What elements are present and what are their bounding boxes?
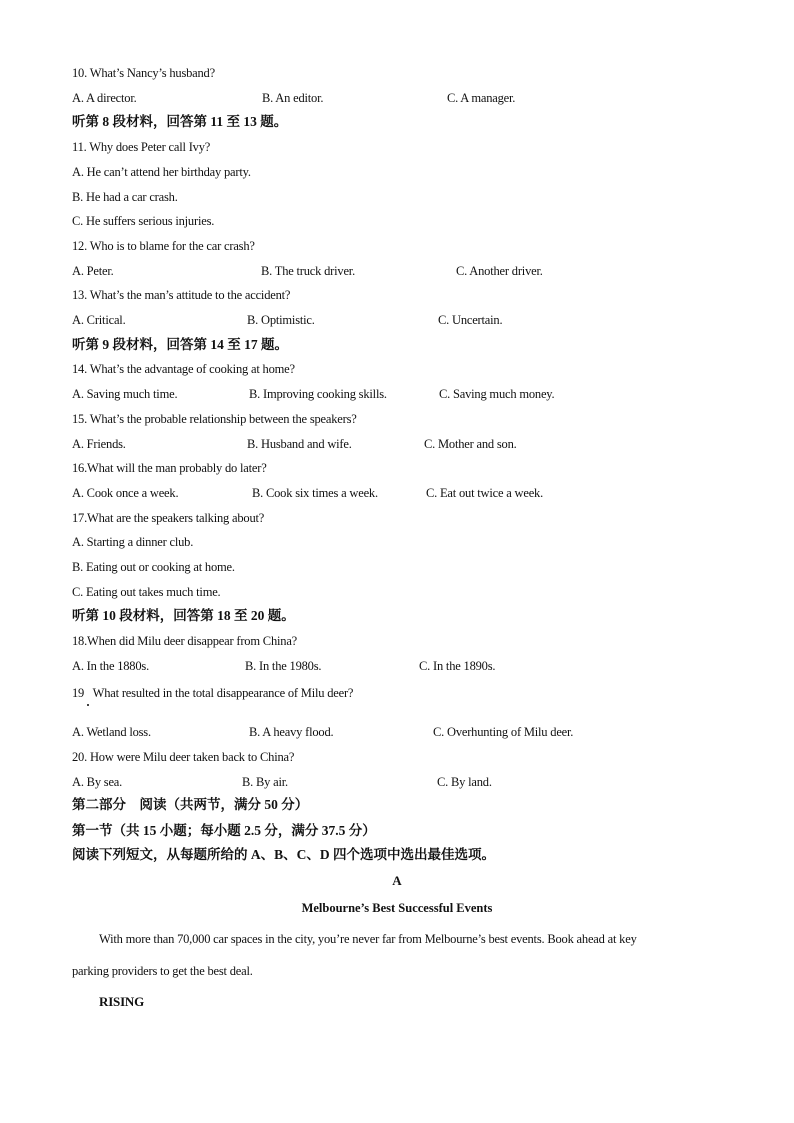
option-c: C. He suffers serious injuries. — [72, 214, 215, 228]
part-2-heading: 第二部分 阅读（共两节，满分 50 分） — [72, 797, 309, 812]
option-b: B. He had a car crash. — [72, 190, 178, 204]
question-11-stem: 11. Why does Peter call Ivy? — [72, 140, 211, 154]
option-a: A. Wetland loss. — [72, 725, 151, 739]
option-a: A. Cook once a week. — [72, 486, 179, 500]
option-b: B. Cook six times a week. — [252, 486, 378, 500]
passage-paragraph-line-2: parking providers to get the best deal. — [72, 964, 253, 978]
option-c: C. Saving much money. — [439, 387, 555, 401]
part-2-section-1-heading: 第一节（共 15 小题；每小题 2.5 分，满分 37.5 分） — [72, 823, 376, 838]
option-a: A. A director. — [72, 91, 137, 105]
option-c: C. Eat out twice a week. — [426, 486, 544, 500]
question-15-stem: 15. What’s the probable relationship between the speakers? — [72, 412, 357, 426]
passage-label: A — [392, 873, 402, 888]
option-c: C. By land. — [437, 775, 492, 789]
question-17-stem: 17.What are the speakers talking about? — [72, 511, 265, 525]
section-8-heading: 听第 8 段材料，回答第 11 至 13 题。 — [72, 114, 288, 129]
question-14-stem: 14. What’s the advantage of cooking at home? — [72, 362, 295, 376]
option-a: A. Peter. — [72, 264, 114, 278]
option-c: C. Mother and son. — [424, 437, 517, 451]
option-c: C. Another driver. — [456, 264, 543, 278]
option-b: B. The truck driver. — [261, 264, 356, 278]
question-10-stem: 10. What’s Nancy’s husband? — [72, 66, 215, 80]
passage-paragraph-line-1: With more than 70,000 car spaces in the city, you’re never far from Melbourne’s best events. Book ahead at key — [99, 932, 637, 946]
option-b: B. Eating out or cooking at home. — [72, 560, 235, 574]
reading-instruction: 阅读下列短文，从每题所给的 A、B、C、D 四个选项中选出最佳选项。 — [72, 847, 496, 862]
option-c: C. In the 1890s. — [419, 659, 496, 673]
option-a: A. Saving much time. — [72, 387, 178, 401]
option-a: A. By sea. — [72, 775, 123, 789]
option-c: C. Overhunting of Milu deer. — [433, 725, 574, 739]
option-b: B. Husband and wife. — [247, 437, 352, 451]
option-a: A. In the 1880s. — [72, 659, 150, 673]
option-b: B. In the 1980s. — [245, 659, 322, 673]
option-a: A. Friends. — [72, 437, 126, 451]
option-a: A. He can’t attend her birthday party. — [72, 165, 251, 179]
option-b: B. By air. — [242, 775, 288, 789]
passage-title: Melbourne’s Best Successful Events — [301, 901, 493, 915]
question-19-stem: 19 What resulted in the total disappearance of Milu deer? — [72, 686, 354, 700]
option-c: C. Eating out takes much time. — [72, 585, 221, 599]
question-16-stem: 16.What will the man probably do later? — [72, 461, 267, 475]
question-20-stem: 20. How were Milu deer taken back to China? — [72, 750, 295, 764]
option-b: B. Improving cooking skills. — [249, 387, 387, 401]
question-13-stem: 13. What’s the man’s attitude to the accident? — [72, 288, 291, 302]
option-c: C. A manager. — [447, 91, 516, 105]
option-c: C. Uncertain. — [438, 313, 503, 327]
option-a: A. Starting a dinner club. — [72, 535, 194, 549]
option-b: B. A heavy flood. — [249, 725, 334, 739]
option-b: B. An editor. — [262, 91, 324, 105]
question-18-stem: 18.When did Milu deer disappear from China? — [72, 634, 298, 648]
question-12-stem: 12. Who is to blame for the car crash? — [72, 239, 255, 253]
option-a: A. Critical. — [72, 313, 126, 327]
section-9-heading: 听第 9 段材料，回答第 14 至 17 题。 — [72, 337, 288, 352]
stray-dot-mark — [87, 704, 89, 706]
section-subheading: RISING — [99, 994, 145, 1009]
section-10-heading: 听第 10 段材料，回答第 18 至 20 题。 — [72, 608, 295, 623]
option-b: B. Optimistic. — [247, 313, 315, 327]
